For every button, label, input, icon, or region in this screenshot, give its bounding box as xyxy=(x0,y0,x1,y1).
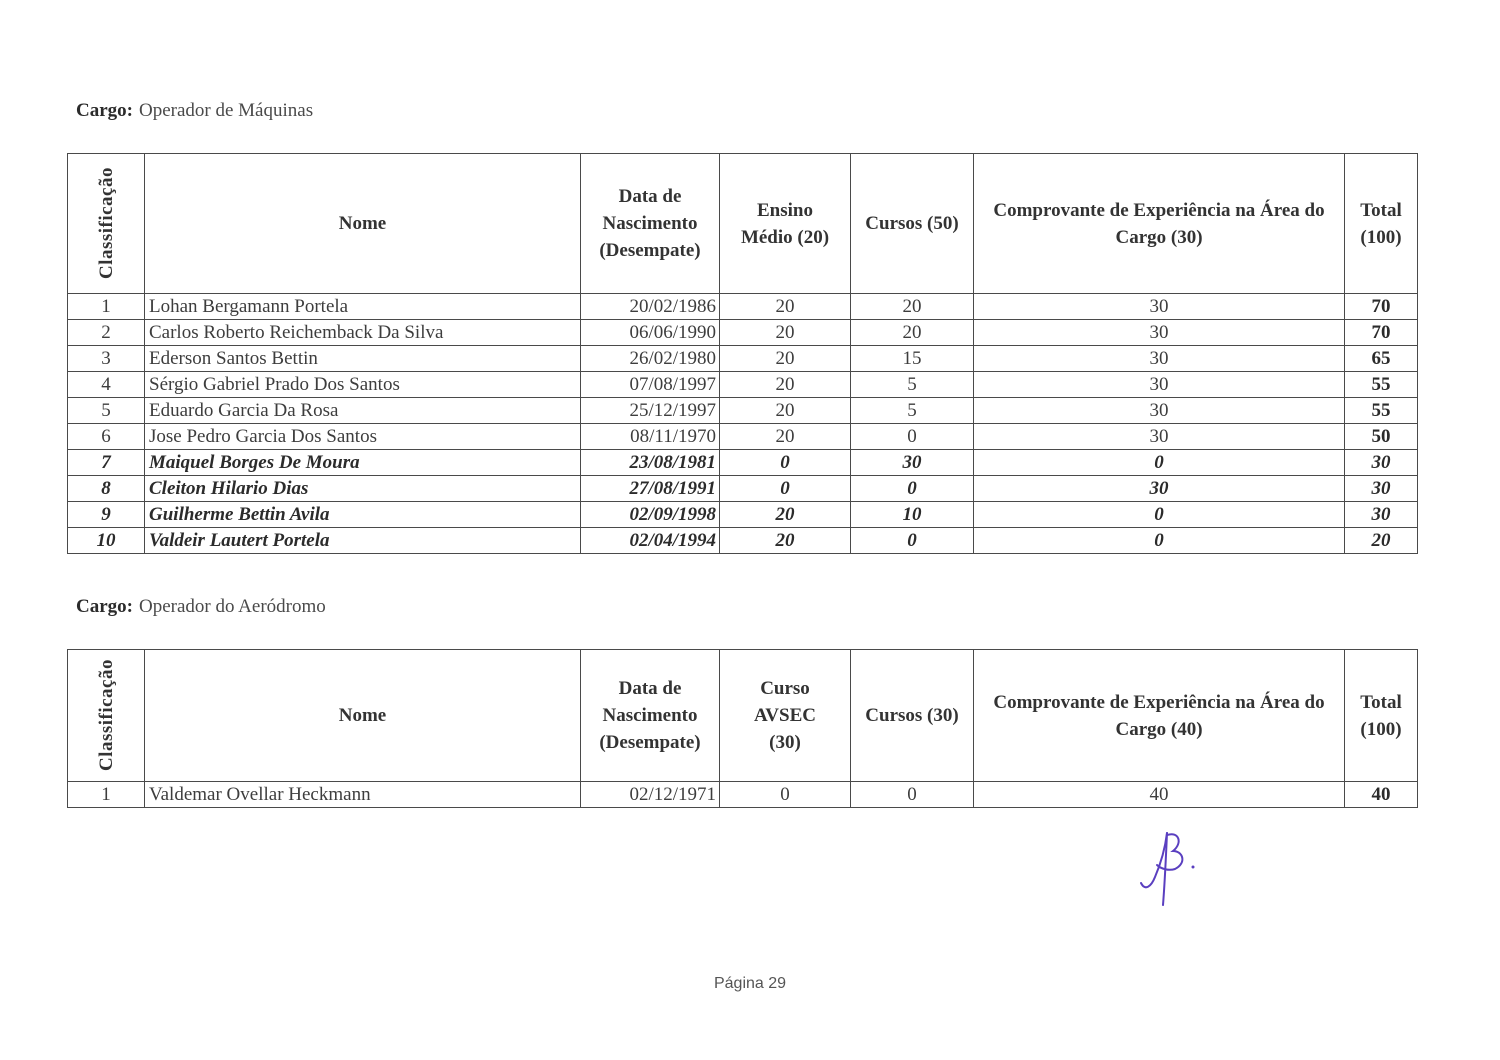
cell-nome: Valdeir Lautert Portela xyxy=(145,528,581,554)
cell-classificacao: 1 xyxy=(68,782,145,808)
table-row xyxy=(68,346,1418,372)
signature-mark xyxy=(1135,825,1205,910)
cell-data-nascimento: 26/02/1980 xyxy=(581,346,720,372)
cell-nome: Valdemar Ovellar Heckmann xyxy=(145,782,581,808)
cargo-title-2 xyxy=(76,596,326,618)
cell-nome: Lohan Bergamann Portela xyxy=(145,294,581,320)
table-row xyxy=(68,424,1418,450)
page-number: Página 29 xyxy=(713,975,787,992)
cell-data-nascimento: 02/12/1971 xyxy=(581,782,720,808)
cell-classificacao: 5 xyxy=(68,398,145,424)
cell-classificacao: 10 xyxy=(68,528,145,554)
cell-data-nascimento: 06/06/1990 xyxy=(581,320,720,346)
cargo-value: Operador do Aeródromo xyxy=(138,596,326,617)
table-row xyxy=(68,782,1418,808)
cell-score-2: 0 xyxy=(851,424,974,450)
header-experiencia: Comprovante de Experiência na Área do Cargo (30) xyxy=(974,154,1345,294)
cargo-label: Cargo: xyxy=(76,100,133,121)
cell-classificacao: 3 xyxy=(68,346,145,372)
cell-total: 65 xyxy=(1345,346,1418,372)
cell-score-1: 20 xyxy=(720,528,851,554)
cell-data-nascimento: 27/08/1991 xyxy=(581,476,720,502)
table-row xyxy=(68,294,1418,320)
table-row xyxy=(68,372,1418,398)
cell-data-nascimento: 07/08/1997 xyxy=(581,372,720,398)
table-row xyxy=(68,320,1418,346)
header-data-nascimento: Data de Nascimento (Desempate) xyxy=(581,154,720,294)
cell-classificacao: 7 xyxy=(68,450,145,476)
cell-score-1: 20 xyxy=(720,372,851,398)
cell-nome: Maiquel Borges De Moura xyxy=(145,450,581,476)
cell-score-2: 10 xyxy=(851,502,974,528)
cell-total: 30 xyxy=(1345,476,1418,502)
cell-score-3: 40 xyxy=(974,782,1345,808)
header-classificacao: Classificação xyxy=(68,650,145,782)
cell-score-2: 20 xyxy=(851,294,974,320)
cell-score-2: 5 xyxy=(851,398,974,424)
cell-score-1: 20 xyxy=(720,320,851,346)
cell-nome: Eduardo Garcia Da Rosa xyxy=(145,398,581,424)
header-cursos: Cursos (50) xyxy=(851,154,974,294)
cell-total: 40 xyxy=(1345,782,1418,808)
cell-total: 55 xyxy=(1345,372,1418,398)
cell-data-nascimento: 20/02/1986 xyxy=(581,294,720,320)
header-ensino-medio: Ensino Médio (20) xyxy=(720,154,851,294)
cell-nome: Guilherme Bettin Avila xyxy=(145,502,581,528)
cargo-title-1 xyxy=(76,100,313,122)
cell-data-nascimento: 02/09/1998 xyxy=(581,502,720,528)
cell-classificacao: 1 xyxy=(68,294,145,320)
cell-score-1: 20 xyxy=(720,398,851,424)
table-row xyxy=(68,398,1418,424)
cell-total: 30 xyxy=(1345,502,1418,528)
header-classificacao: Classificação xyxy=(68,154,145,294)
cell-score-2: 0 xyxy=(851,782,974,808)
cell-score-3: 0 xyxy=(974,450,1345,476)
cell-score-3: 30 xyxy=(974,476,1345,502)
cell-classificacao: 8 xyxy=(68,476,145,502)
cell-nome: Sérgio Gabriel Prado Dos Santos xyxy=(145,372,581,398)
cell-nome: Ederson Santos Bettin xyxy=(145,346,581,372)
table-row xyxy=(68,502,1418,528)
cell-score-2: 0 xyxy=(851,476,974,502)
header-cursos: Cursos (30) xyxy=(851,650,974,782)
cell-classificacao: 6 xyxy=(68,424,145,450)
cell-score-1: 0 xyxy=(720,476,851,502)
cell-nome: Carlos Roberto Reichemback Da Silva xyxy=(145,320,581,346)
cargo-value: Operador de Máquinas xyxy=(138,100,314,121)
cell-score-3: 30 xyxy=(974,294,1345,320)
header-total: Total (100) xyxy=(1345,154,1418,294)
header-nome: Nome xyxy=(145,154,581,294)
cell-score-1: 20 xyxy=(720,294,851,320)
cell-score-3: 30 xyxy=(974,424,1345,450)
header-total: Total (100) xyxy=(1345,650,1418,782)
cell-data-nascimento: 08/11/1970 xyxy=(581,424,720,450)
cell-score-3: 30 xyxy=(974,346,1345,372)
cell-nome: Jose Pedro Garcia Dos Santos xyxy=(145,424,581,450)
cell-total: 70 xyxy=(1345,294,1418,320)
cell-score-2: 20 xyxy=(851,320,974,346)
cell-score-1: 0 xyxy=(720,450,851,476)
cell-data-nascimento: 23/08/1981 xyxy=(581,450,720,476)
cell-score-2: 30 xyxy=(851,450,974,476)
cell-score-3: 30 xyxy=(974,398,1345,424)
cell-data-nascimento: 25/12/1997 xyxy=(581,398,720,424)
cell-score-2: 0 xyxy=(851,528,974,554)
cell-total: 55 xyxy=(1345,398,1418,424)
cell-score-3: 30 xyxy=(974,372,1345,398)
cell-classificacao: 2 xyxy=(68,320,145,346)
cell-score-1: 20 xyxy=(720,346,851,372)
cell-score-1: 0 xyxy=(720,782,851,808)
cell-total: 20 xyxy=(1345,528,1418,554)
cell-data-nascimento: 02/04/1994 xyxy=(581,528,720,554)
cell-score-1: 20 xyxy=(720,502,851,528)
ranking-table-operador-aerodromo xyxy=(67,649,1418,808)
header-experiencia: Comprovante de Experiência na Área do Cargo (40) xyxy=(974,650,1345,782)
cell-score-3: 0 xyxy=(974,502,1345,528)
cell-total: 30 xyxy=(1345,450,1418,476)
table-row xyxy=(68,450,1418,476)
cell-nome: Cleiton Hilario Dias xyxy=(145,476,581,502)
cell-score-2: 15 xyxy=(851,346,974,372)
cell-score-1: 20 xyxy=(720,424,851,450)
cell-total: 50 xyxy=(1345,424,1418,450)
header-data-nascimento: Data de Nascimento (Desempate) xyxy=(581,650,720,782)
header-curso-avsec: Curso AVSEC (30) xyxy=(720,650,851,782)
ranking-table-operador-maquinas xyxy=(67,153,1418,554)
table-row xyxy=(68,528,1418,554)
cell-classificacao: 4 xyxy=(68,372,145,398)
cell-score-3: 0 xyxy=(974,528,1345,554)
cell-classificacao: 9 xyxy=(68,502,145,528)
header-nome: Nome xyxy=(145,650,581,782)
cargo-label: Cargo: xyxy=(76,596,133,617)
table-row xyxy=(68,476,1418,502)
cell-score-2: 5 xyxy=(851,372,974,398)
cell-total: 70 xyxy=(1345,320,1418,346)
cell-score-3: 30 xyxy=(974,320,1345,346)
